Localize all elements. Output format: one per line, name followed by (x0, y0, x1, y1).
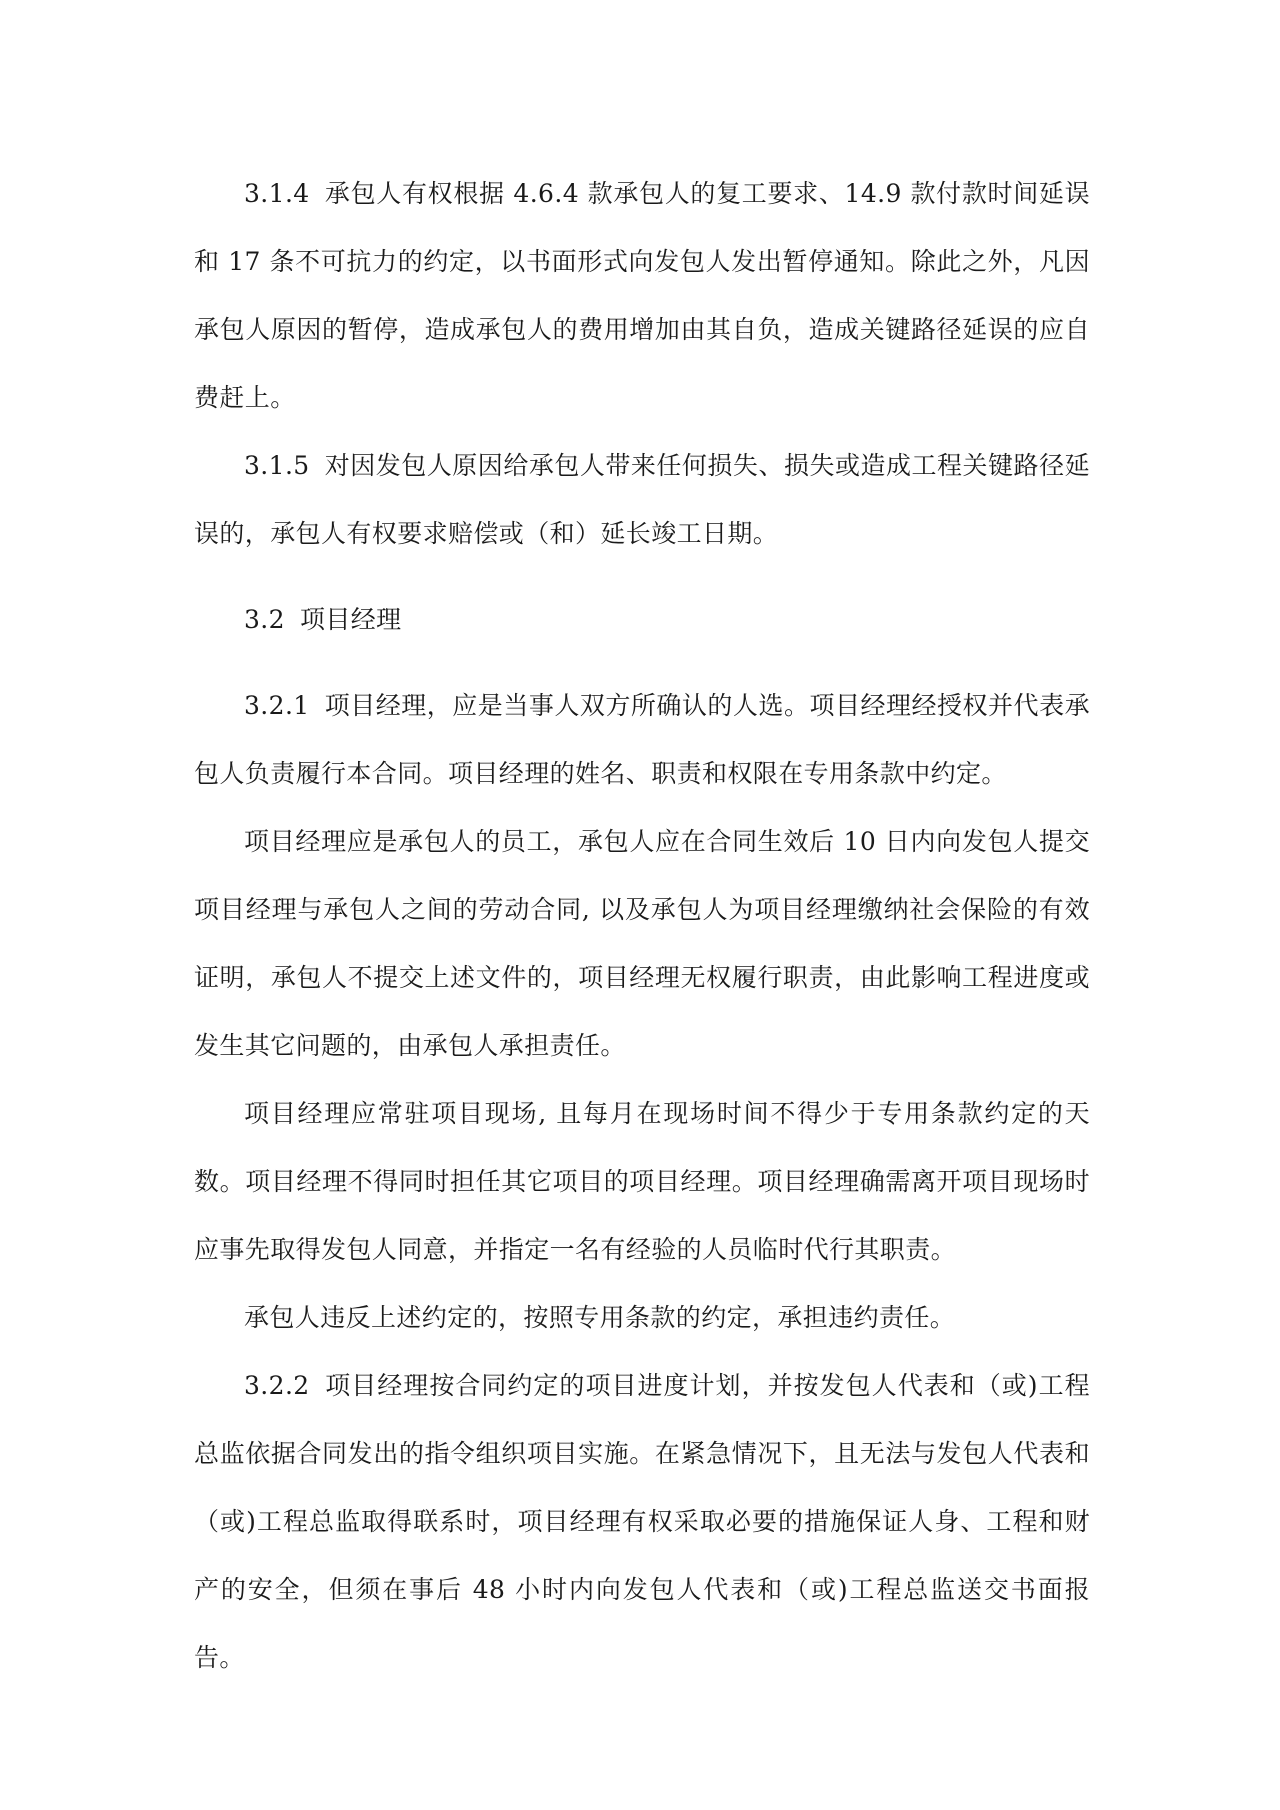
paragraph-employee-requirement (194, 808, 1090, 1080)
paragraph-text: 项目经理应是承包人的员工，承包人应在合同生效后 10 日内向发包人提交项目经理与承包人之间的劳动合同, 以及承包人为项目经理缴纳社会保险的有效证明，承包人不提交上述文件的，项目经理无权履行职责，由此影响工程进度或发生其它问题的，由承包人承担责任。 (194, 827, 1090, 1060)
clause-text: 项目经理，应是当事人双方所确认的人选。项目经理经授权并代表承包人负责履行本合同。项目经理的姓名、职责和权限在专用条款中约定。 (194, 691, 1090, 788)
paragraph-text: 项目经理应常驻项目现场, 且每月在现场时间不得少于专用条款约定的天数。项目经理不得同时担任其它项目的项目经理。项目经理确需离开项目现场时应事先取得发包人同意，并指定一名有经验的人员临时代行其职责。 (194, 1099, 1090, 1264)
section-title: 项目经理 (299, 605, 402, 634)
clause-3-2-1 (194, 672, 1090, 808)
clause-number: 3.1.4 (244, 179, 310, 208)
paragraph-onsite-requirement (194, 1080, 1090, 1284)
section-number: 3.2 (244, 605, 285, 634)
clause-number: 3.2.2 (244, 1371, 310, 1400)
clause-3-1-4 (194, 160, 1090, 432)
clause-3-1-5 (194, 432, 1090, 568)
clause-number: 3.2.1 (244, 691, 310, 720)
clause-text: 对因发包人原因给承包人带来任何损失、损失或造成工程关键路径延误的，承包人有权要求赔偿或（和）延长竣工日期。 (194, 451, 1090, 548)
section-heading-3-2 (194, 586, 1090, 654)
document-body (194, 160, 1090, 1692)
clause-text: 项目经理按合同约定的项目进度计划，并按发包人代表和（或)工程总监依据合同发出的指令组织项目实施。在紧急情况下，且无法与发包人代表和（或)工程总监取得联系时，项目经理有权采取必要的措施保证人身、工程和财产的安全，但须在事后 48 小时内向发包人代表和（或)工程总监送交书面报告。 (194, 1371, 1090, 1672)
clause-number: 3.1.5 (244, 451, 310, 480)
clause-3-2-2 (194, 1352, 1090, 1692)
paragraph-breach-liability (194, 1284, 1090, 1352)
clause-text: 承包人有权根据 4.6.4 款承包人的复工要求、14.9 款付款时间延误和 17 条不可抗力的约定，以书面形式向发包人发出暂停通知。除此之外，凡因承包人原因的暂停，造成承包人的费用增加由其自负，造成关键路径延误的应自费赶上。 (194, 179, 1090, 412)
paragraph-text: 承包人违反上述约定的，按照专用条款的约定，承担违约责任。 (244, 1303, 956, 1332)
